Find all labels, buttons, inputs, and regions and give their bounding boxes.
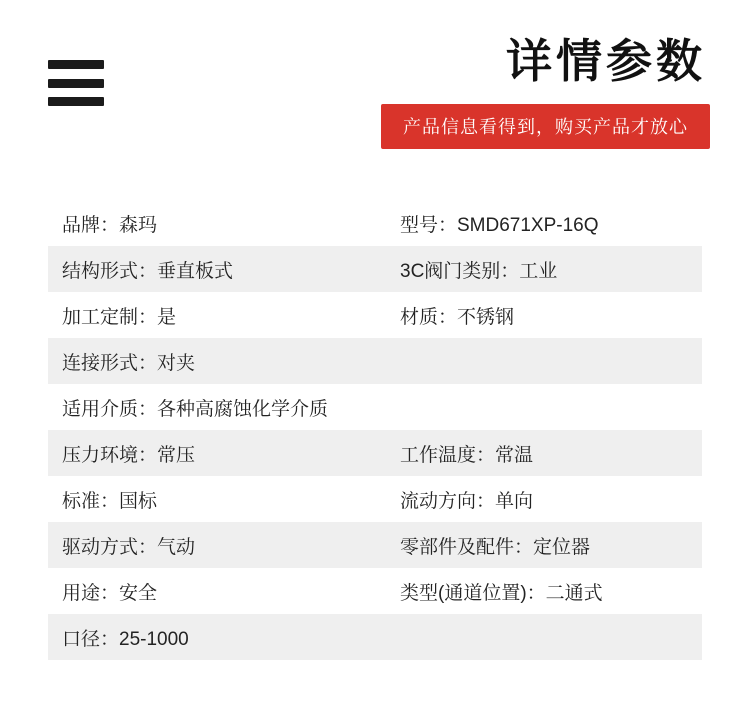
spec-cell-left: 标准：国标	[62, 490, 158, 512]
spec-table	[48, 200, 702, 660]
table-row	[48, 338, 702, 384]
spec-cell-right: 工作温度：常温	[400, 444, 534, 466]
spec-cell-left: 连接形式：对夹	[62, 352, 196, 374]
table-row	[48, 476, 702, 522]
spec-cell-right: 流动方向：单向	[400, 490, 534, 512]
spec-cell-right: 零部件及配件：定位器	[400, 536, 591, 558]
subtitle-banner: 产品信息看得到，购买产品才放心	[381, 104, 710, 149]
spec-cell: 适用介质：各种高腐蚀化学介质	[62, 398, 329, 420]
table-row	[48, 568, 702, 614]
spec-cell: 口径：25-1000	[62, 628, 189, 650]
page-title: 详情参数	[506, 34, 706, 88]
table-row	[48, 246, 702, 292]
spec-cell-right: 类型(通道位置)：二通式	[400, 582, 603, 604]
page-header	[0, 0, 750, 175]
table-row	[48, 430, 702, 476]
spec-cell-left: 品牌：森玛	[62, 214, 158, 236]
hamburger-bar-3	[48, 97, 104, 106]
spec-cell-right: 材质：不锈钢	[400, 306, 515, 328]
title-block	[381, 34, 710, 149]
hamburger-bar-2	[48, 79, 104, 88]
hamburger-menu-icon[interactable]	[48, 60, 104, 106]
spec-cell-left: 用途：安全	[62, 582, 158, 604]
table-row	[48, 292, 702, 338]
spec-cell-left: 压力环境：常压	[62, 444, 196, 466]
spec-cell-right: 3C阀门类别：工业	[400, 260, 558, 282]
table-row	[48, 384, 702, 430]
table-row	[48, 522, 702, 568]
table-row	[48, 200, 702, 246]
spec-cell-left: 加工定制：是	[62, 306, 177, 328]
spec-cell-right: 型号：SMD671XP-16Q	[400, 214, 599, 236]
table-row	[48, 614, 702, 660]
hamburger-bar-1	[48, 60, 104, 69]
spec-cell-left: 结构形式：垂直板式	[62, 260, 234, 282]
spec-cell-left: 驱动方式：气动	[62, 536, 196, 558]
